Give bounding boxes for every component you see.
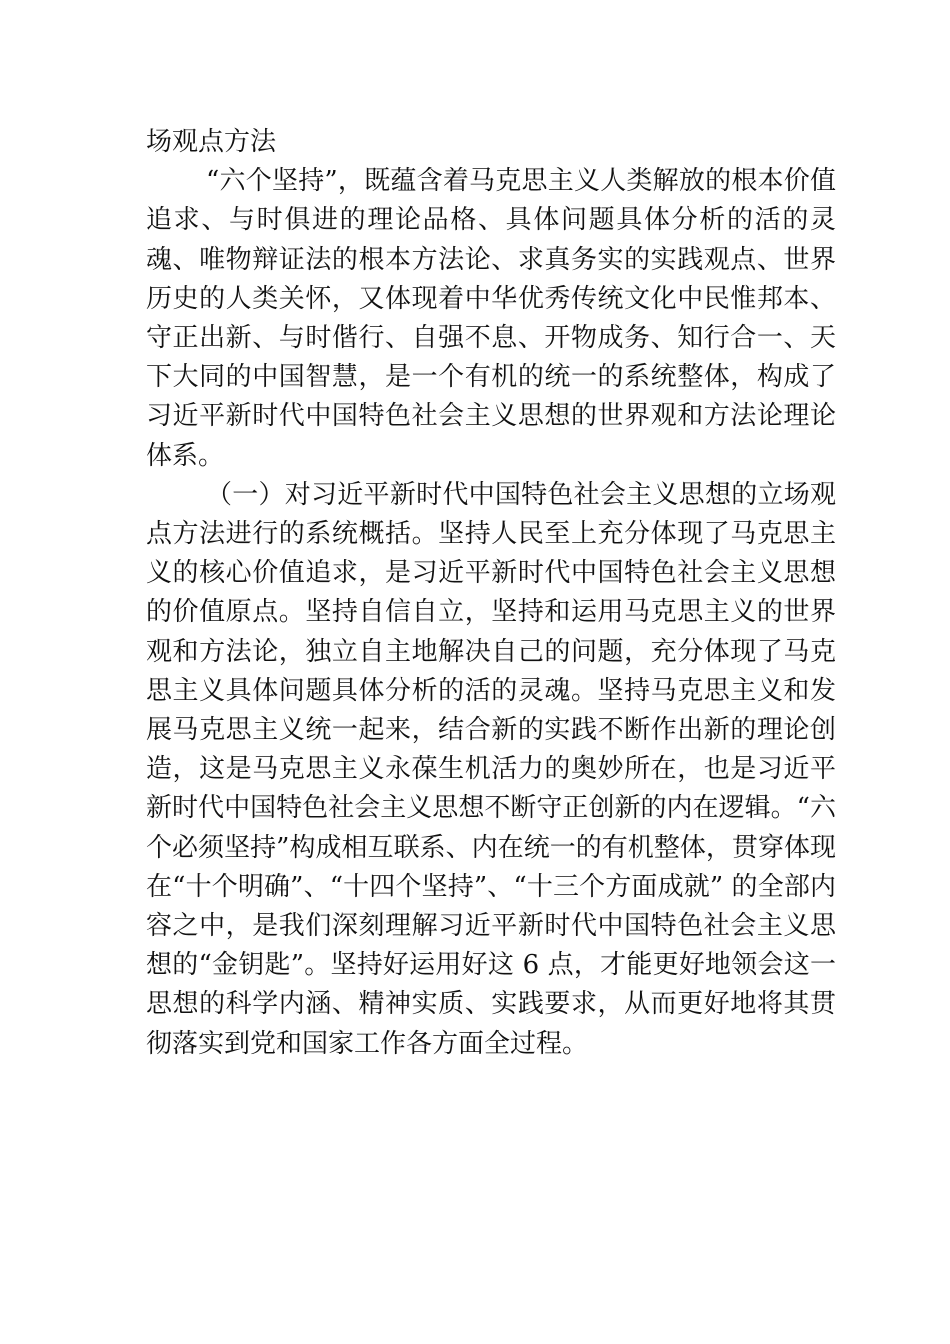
paragraph-six-adherences: “六个坚持”，既蕴含着马克思主义人类解放的根本价值追求、与时俱进的理论品格、具体问题具体分析的活的灵魂、唯物辩证法的根本方法论、求真务实的实践观点、世界历史的人类关怀，又体现着中华优秀传统文化中民惟邦本、 守正出新、与时偕行、自强不息、开物成务、知行合一、天下大同的中国智慧，是一个有机的统一的系统整体，构成了习近平新时代中国特色社会主义思想的世界观和方法论理论体系。	[146, 166, 836, 471]
document-body	[146, 123, 836, 1064]
continuation-line: 场观点方法	[146, 127, 277, 157]
paragraph-section-one: （一）对习近平新时代中国特色社会主义思想的立场观点方法进行的系统概括。坚持人民至上充分体现了马克思主义的核心价值追求，是习近平新时代中国特色社会主义思想的价值原点。坚持自信自立，坚持和运用马克思主义的世界观和方法论，独立自主地解决自己的问题，充分体现了马克思主义具体问题具体分析的活的灵魂。坚持马克思主义和发展马克思主义统一起来，结合新的实践不断作出新的理论创造，这是马克思主义永葆生机活力的奥妙所在，也是习近平新时代中国特色社会主义思想不断守正创新的内在逻辑。“六个必须坚持”构成相互联系、内在统一的有机整体，贯穿体现在“十个明确”、“十四个坚持”、“十三个方面成就” 的全部内容之中，是我们深刻理解习近平新时代中国特色社会主义思想的“金钥匙”。坚持好运用好这 6 点，才能更好地领会这一思想的科学内涵、精神实质、实践要求，从而更好地将其贯彻落实到党和国家工作各方面全过程。	[146, 479, 836, 1059]
